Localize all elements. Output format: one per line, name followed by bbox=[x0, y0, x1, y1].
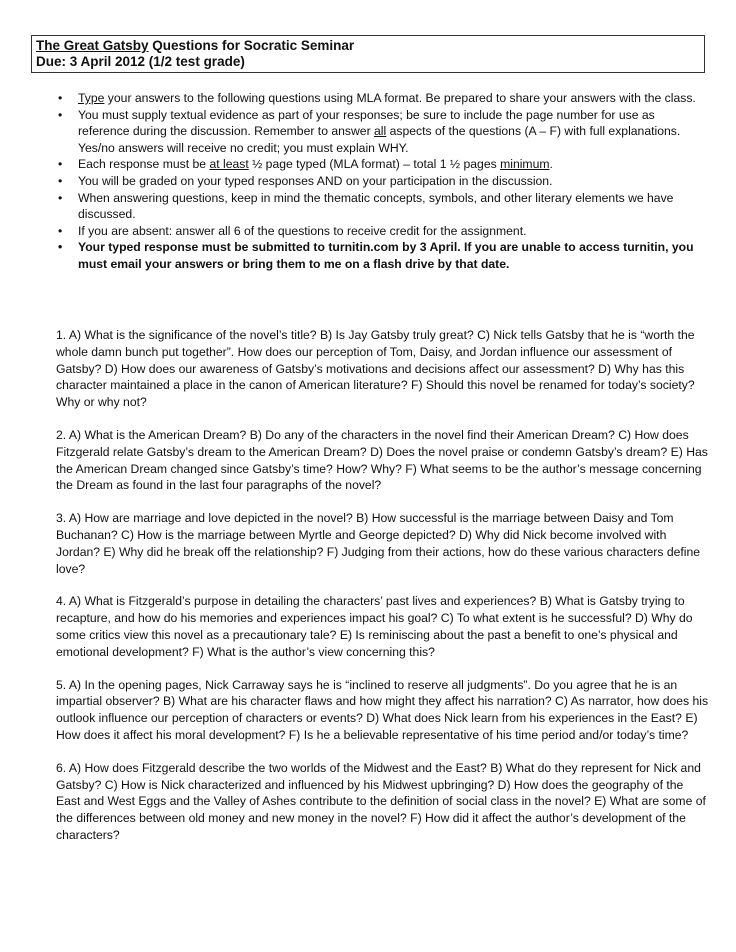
instruction-text: Your typed response must be submitted to turnitin.com by 3 April. If you are unable to access turnitin, you must email your answers or bring them to me on a flash drive by that date. bbox=[78, 240, 694, 271]
due-date: Due: 3 April 2012 (1/2 test grade) bbox=[36, 54, 245, 69]
instruction-item bbox=[58, 90, 708, 107]
title-rest: Questions for Socratic Seminar bbox=[148, 38, 355, 53]
question-paragraph: 6. A) How does Fitzgerald describe the two worlds of the Midwest and the East? B) What do they represent for Nick and Gatsby? C) How is Nick characterized and influenced by his Midwest upbringing? D) How does the geography of the East and West Eggs and the Valley of Ashes contribute to the definition of social class in the novel? E) What are some of the differences between old money and new money in the novel? F) How did it affect the author’s development of the characters? bbox=[56, 760, 706, 842]
question-paragraph: 3. A) How are marriage and love depicted in the novel? B) How successful is the marriage between Daisy and Tom Buchanan? C) How is the marriage between Myrtle and George depicted? D) Why did Nick become involved with Jordan? E) Why did he break off the relationship? F) Judging from their actions, how do these various characters define love? bbox=[56, 511, 701, 576]
instruction-text: You will be graded on your typed responses AND on your participation in the discussion. bbox=[78, 173, 553, 188]
instruction-text: . bbox=[549, 157, 553, 172]
instruction-text: Each response must be bbox=[78, 157, 210, 172]
bullet-icon: • bbox=[58, 223, 63, 238]
bullet-icon: • bbox=[58, 173, 63, 188]
instruction-text: ½ page typed (MLA format) – total 1 ½ pages bbox=[248, 157, 501, 172]
instruction-text: your answers to the following questions using MLA format. Be prepared to share your answers with the class. bbox=[104, 91, 696, 105]
question-paragraph: 4. A) What is Fitzgerald’s purpose in detailing the characters’ past lives and experiences? B) What is Gatsby trying to recapture, and how do his memories and experiences impact his goal? C) To what extent is he successful? D) Why do some critics view this novel as a precautionary tale? E) Is reminiscing about the past a benefit to one’s physical and emotional development? F) What is the author’s view concerning this? bbox=[56, 594, 693, 659]
instruction-text: aspects of the questions (A – F) with full explanations. Yes/no answers will receive no credit; you must explain WHY. bbox=[78, 124, 681, 155]
instruction-item bbox=[58, 239, 708, 272]
bullet-icon: • bbox=[58, 157, 63, 172]
questions-section bbox=[56, 327, 710, 860]
question-paragraph: 1. A) What is the significance of the novel’s title? B) Is Jay Gatsby truly great? C) Nick tells Gatsby that he is “worth the whole damn bunch put together”. How does our perception of Tom, Daisy, and Jordan influence our assessment of Gatsby? D) How does our awareness of Gatsby’s motivations and decisions affect our assessment? D) Why has this character maintained a place in the canon of American literature? F) Should this novel be renamed for today’s society? Why or why not? bbox=[56, 328, 695, 410]
instruction-item bbox=[58, 190, 708, 223]
header-box bbox=[31, 35, 705, 73]
instruction-item bbox=[58, 156, 708, 173]
instruction-item bbox=[58, 107, 708, 157]
book-title: The Great Gatsby bbox=[36, 38, 149, 53]
instructions-list bbox=[58, 90, 708, 273]
underlined-text: minimum bbox=[500, 157, 550, 172]
instruction-text: If you are absent: answer all 6 of the questions to receive credit for the assignment. bbox=[78, 223, 527, 238]
instruction-text: You must supply textual evidence as part of your responses; be sure to include the page number for use as reference during the discussion. Remember to answer bbox=[78, 107, 655, 139]
question-paragraph: 5. A) In the opening pages, Nick Carraway says he is “inclined to reserve all judgments”. Do you agree that he is an impartial observer? B) What are his character flaws and how might they affect his narration? C) As narrator, how does his outlook influence our perception of characters or events? D) What does Nick learn from his experiences in the East? E) How does it affect his moral development? F) Is he a believable representative of his time period and/or today’s time? bbox=[56, 677, 709, 742]
underlined-text: all bbox=[374, 124, 387, 139]
underlined-text: at least bbox=[209, 157, 249, 172]
underlined-text: Type bbox=[78, 91, 105, 105]
instruction-item bbox=[58, 173, 708, 190]
instruction-text: When answering questions, keep in mind the thematic concepts, symbols, and other literary elements we have discussed. bbox=[78, 190, 674, 222]
document-title bbox=[36, 38, 700, 54]
bullet-icon: • bbox=[58, 190, 63, 205]
bullet-icon: • bbox=[58, 107, 63, 122]
instruction-item bbox=[58, 223, 708, 240]
question-paragraph: 2. A) What is the American Dream? B) Do any of the characters in the novel find their American Dream? C) How does Fitzgerald relate Gatsby’s dream to the American Dream? D) Does the novel praise or condemn Gatsby’s dream? E) Has the American Dream changed since Gatsby’s time? How? Why? F) What seems to be the author’s message concerning the Dream as found in the last four paragraphs of the novel? bbox=[56, 427, 708, 493]
bullet-icon: • bbox=[58, 91, 63, 105]
bullet-icon: • bbox=[58, 240, 63, 255]
